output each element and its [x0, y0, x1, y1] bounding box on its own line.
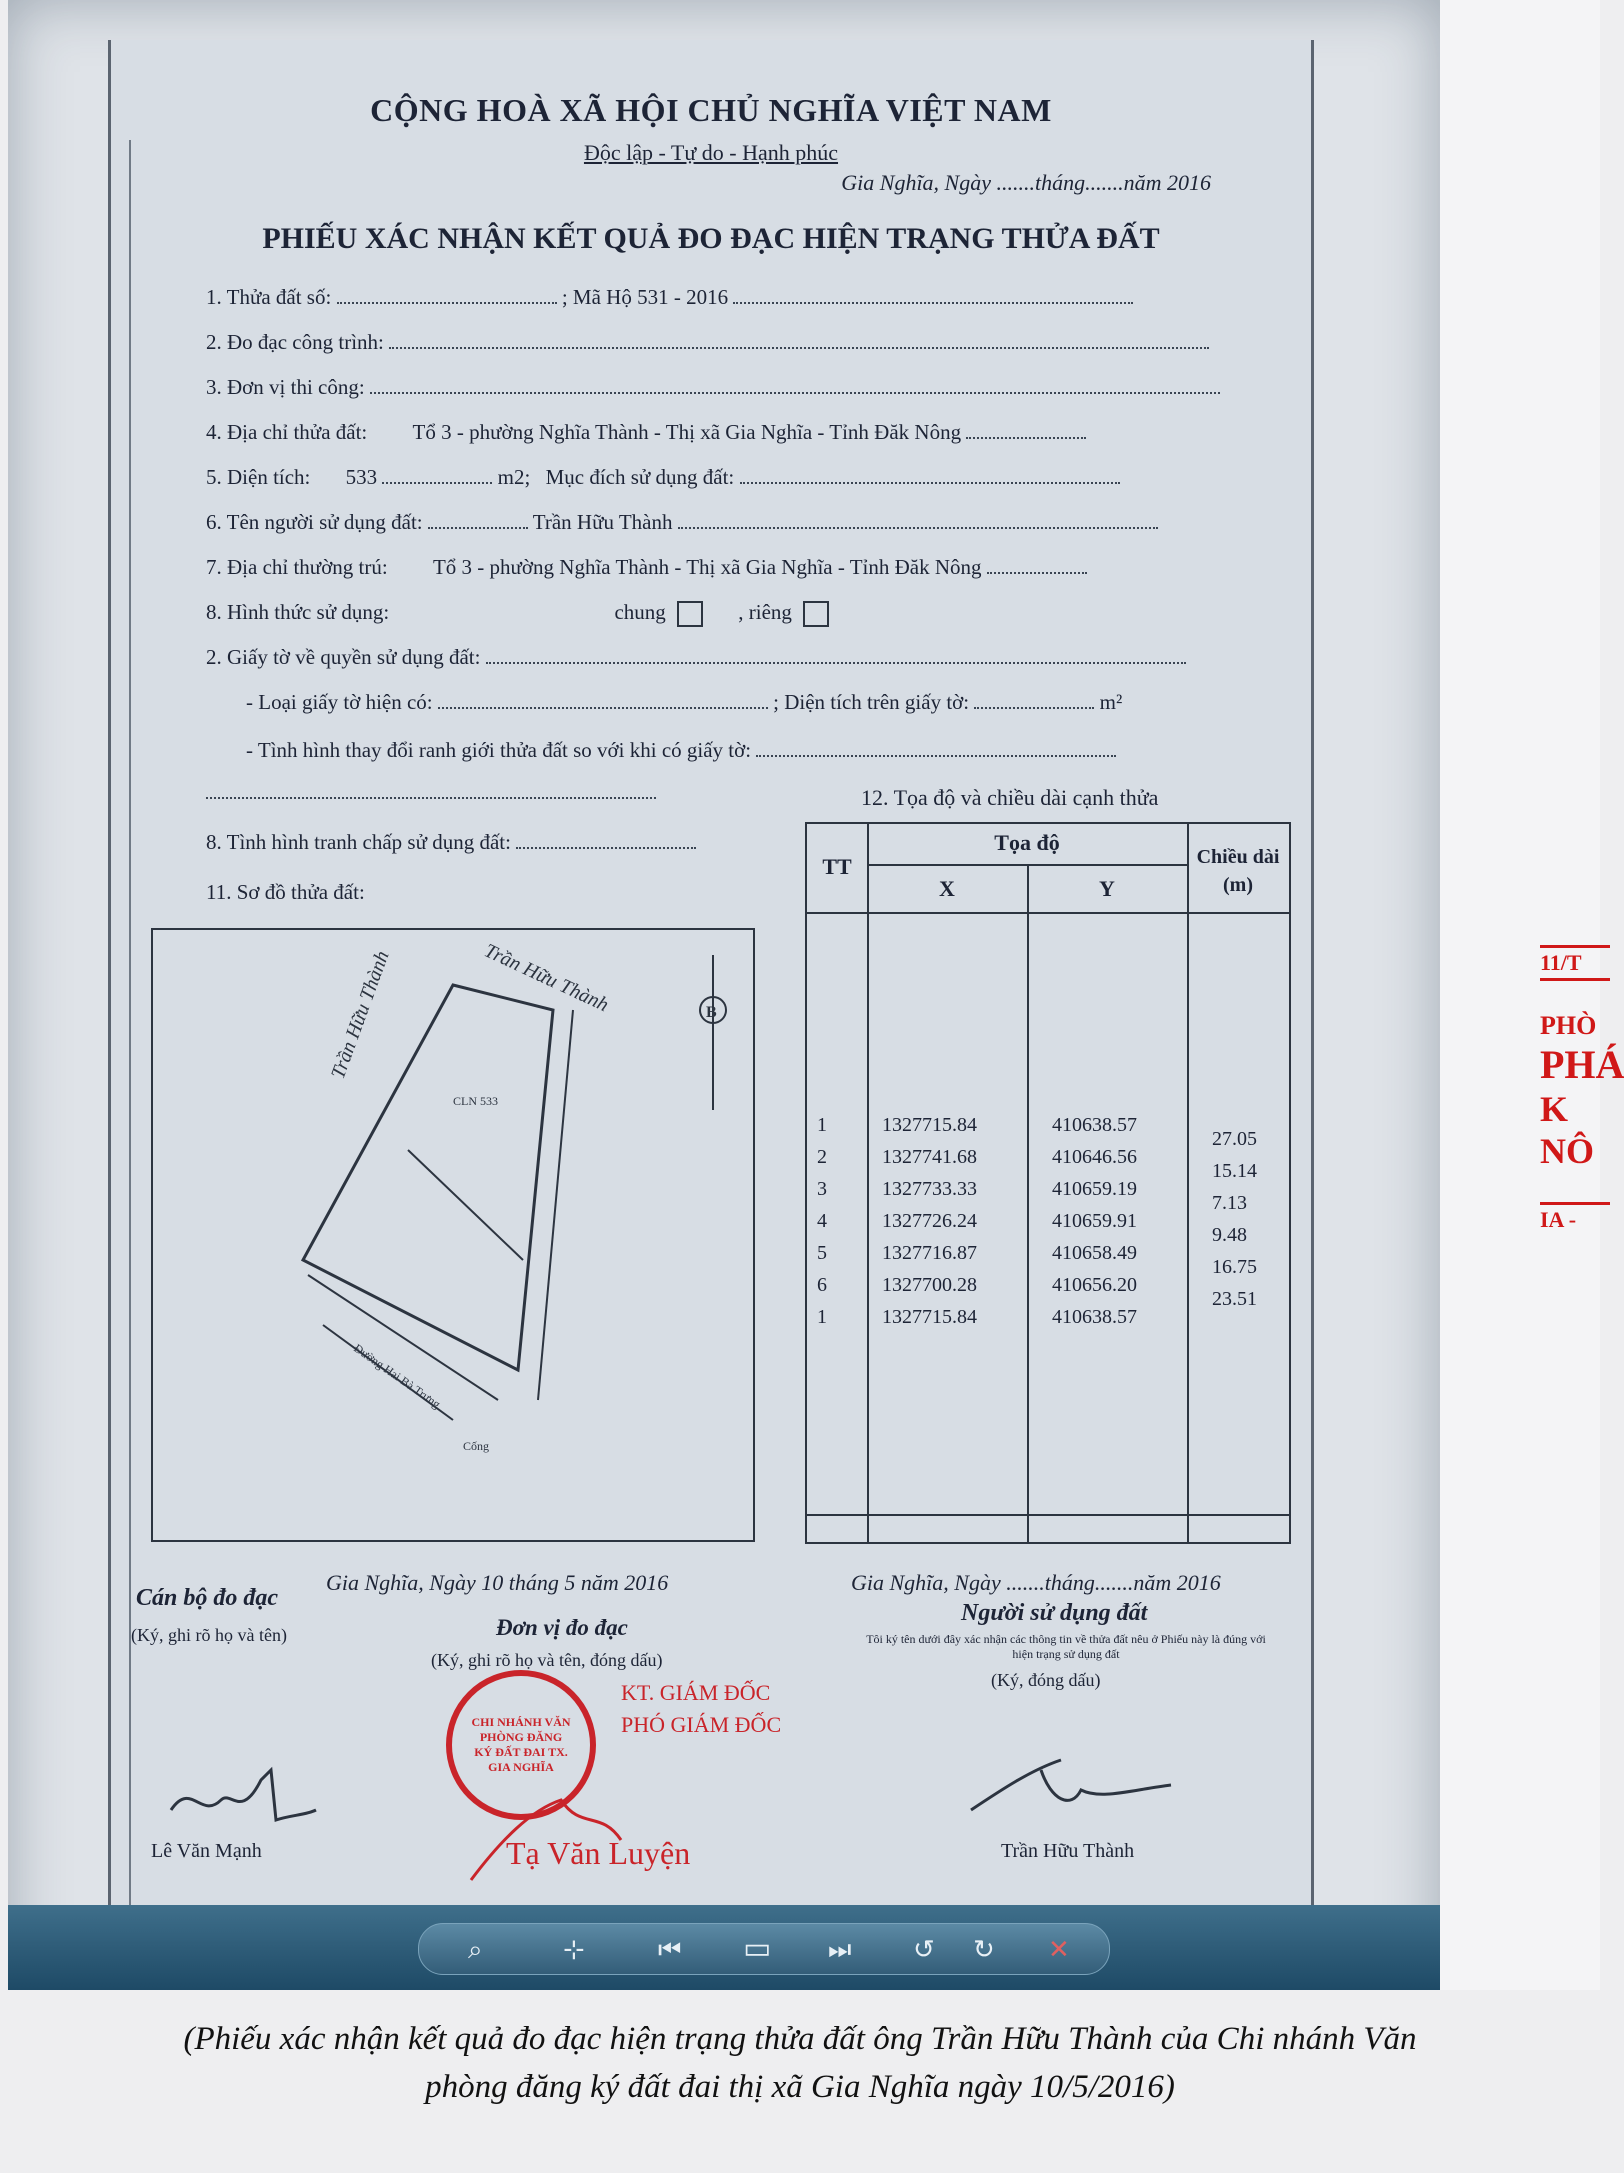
- row-x: 1327741.68: [882, 1146, 977, 1168]
- photo-viewer-toolbar: [8, 1905, 1440, 1990]
- row-y: 410659.19: [1052, 1178, 1137, 1200]
- field-dispute: [206, 830, 696, 855]
- dots: [756, 739, 1116, 757]
- header-coord: Tọa độ: [994, 830, 1060, 855]
- unit-role2: PHÓ GIÁM ĐỐC: [621, 1712, 782, 1737]
- row-x: 1327715.84: [882, 1114, 977, 1136]
- parcel-sketch-box: [151, 928, 755, 1542]
- side-stamp-line4: K NÔ: [1540, 1089, 1594, 1171]
- dots: [740, 466, 1120, 484]
- dots: [987, 556, 1087, 574]
- header-rule: [807, 912, 1289, 914]
- label: 8. Hình thức sử dụng:: [206, 600, 390, 624]
- value: Trần Hữu Thành: [532, 510, 673, 534]
- prev-icon[interactable]: ⏮: [658, 1935, 682, 1965]
- dots: [428, 511, 528, 529]
- parcel-sketch: [153, 930, 753, 1540]
- coord-table: [805, 822, 1291, 1544]
- margin-rule: [129, 140, 131, 1920]
- row-length: 15.14: [1212, 1160, 1257, 1182]
- field-boundary-change: [246, 738, 1116, 763]
- seal-text: CHI NHÁNH VĂN PHÒNG ĐĂNG KÝ ĐẤT ĐAI TX. GIA NGHĨA: [471, 1715, 571, 1774]
- dots: [370, 376, 1220, 394]
- culvert-label: Cống: [463, 1439, 490, 1453]
- row-tt: 1: [817, 1306, 827, 1328]
- col-divider-2: [1027, 864, 1029, 1542]
- field-contractor: [206, 375, 1220, 400]
- owner-note2: (Ký, đóng dấu): [991, 1670, 1101, 1690]
- header-length-unit: (m): [1223, 874, 1253, 896]
- dots: [382, 466, 492, 484]
- field-residence: [206, 555, 1087, 580]
- unit-signature: [451, 1770, 691, 1890]
- dots: [733, 286, 1133, 304]
- value: 533: [345, 465, 378, 489]
- label: - Tình hình thay đổi ranh giới thửa đất so với khi có giấy tờ:: [246, 738, 752, 762]
- field-paper-type: [246, 690, 1122, 715]
- row-x: 1327716.87: [882, 1242, 977, 1264]
- col-divider-1: [867, 824, 869, 1542]
- unit-role1: KT. GIÁM ĐỐC: [621, 1680, 771, 1705]
- label: ; Mã Hộ: [561, 285, 632, 309]
- field-sketch-label: [206, 880, 365, 905]
- label: ; Diện tích trên giấy tờ:: [773, 690, 970, 714]
- side-stamp-line1: 11/T: [1540, 945, 1610, 981]
- dots: [974, 691, 1094, 709]
- north-label: B: [706, 1004, 717, 1021]
- parcel-division: [408, 1150, 523, 1260]
- option-shared: chung: [614, 600, 666, 624]
- caption-line1: (Phiếu xác nhận kết quả đo đạc hiện trạng thửa đất ông Trần Hữu Thành của Chi nhánh Văn: [183, 2021, 1417, 2057]
- coord-header-rule: [867, 864, 1187, 866]
- header-x: X: [939, 876, 955, 901]
- value: 531 - 2016: [637, 285, 729, 309]
- dots: [389, 331, 1209, 349]
- fit-icon[interactable]: ⊹: [563, 1935, 585, 1965]
- surveyor-title: Cán bộ đo đạc: [136, 1585, 279, 1611]
- field-land-papers: [206, 645, 1186, 670]
- row-x: 1327715.84: [882, 1306, 977, 1328]
- date-right: Gia Nghĩa, Ngày .......tháng.......năm 2016: [851, 1570, 1221, 1595]
- rotate-right-icon[interactable]: ↻: [973, 1935, 995, 1965]
- field-parcel-number: [206, 285, 1133, 310]
- footer-rule: [807, 1514, 1289, 1516]
- dots: [206, 781, 656, 799]
- field-usage-form: [206, 600, 829, 627]
- value: Tổ 3 - phường Nghĩa Thành - Thị xã Gia Nghĩa - Tỉnh Đăk Nông: [412, 420, 962, 444]
- row-x: 1327700.28: [882, 1274, 977, 1296]
- dots: [337, 286, 557, 304]
- label: 2. Giấy tờ về quyền sử dụng đất:: [206, 645, 481, 669]
- side-stamp-line2: PHÒ: [1540, 1011, 1597, 1040]
- field-area: [206, 465, 1120, 490]
- dots: [438, 691, 768, 709]
- dots: [486, 646, 1186, 664]
- side-stamp-line5: IA -: [1540, 1202, 1610, 1233]
- document-title: PHIẾU XÁC NHẬN KẾT QUẢ ĐO ĐẠC HIỆN TRẠNG THỬA ĐẤT: [262, 222, 1160, 255]
- slideshow-icon[interactable]: ▭: [743, 1931, 772, 1966]
- next-icon[interactable]: ⏭: [828, 1935, 852, 1965]
- dots: [966, 421, 1086, 439]
- field-parcel-address: [206, 420, 1086, 445]
- unit-title: Đơn vị đo đạc: [496, 1615, 628, 1640]
- header-length: Chiều dài: [1196, 846, 1280, 868]
- row-y: 410638.57: [1052, 1306, 1137, 1328]
- unit: m²: [1099, 690, 1123, 714]
- ditch-line: [538, 1010, 573, 1400]
- owner-title: Người sử dụng đất: [961, 1600, 1148, 1626]
- rotate-left-icon[interactable]: ↺: [913, 1935, 935, 1965]
- owner-note: Tôi ký tên dưới đây xác nhận các thông tin về thửa đất nêu ở Phiếu này là đúng với hiện trạng sử dụng đất: [866, 1632, 1266, 1661]
- col-divider-3: [1187, 824, 1189, 1542]
- coord-table-caption: 12. Tọa độ và chiều dài cạnh thửa: [861, 785, 1159, 810]
- row-tt: 4: [817, 1210, 827, 1232]
- row-y: 410638.57: [1052, 1114, 1137, 1136]
- photo-caption: [0, 2015, 1600, 2111]
- label: 7. Địa chỉ thường trú:: [206, 555, 388, 579]
- checkbox-shared[interactable]: [677, 601, 703, 627]
- row-length: 9.48: [1212, 1224, 1247, 1246]
- option-private: , riêng: [738, 600, 792, 624]
- label: 1. Thửa đất số:: [206, 285, 332, 309]
- surveyor-signature: [161, 1760, 321, 1840]
- delete-icon[interactable]: ✕: [1048, 1935, 1070, 1965]
- neighbor-label-top: Trần Hữu Thành: [480, 939, 612, 1017]
- surveyor-note: (Ký, ghi rõ họ và tên): [131, 1625, 287, 1645]
- row-y: 410656.20: [1052, 1274, 1137, 1296]
- label: 8. Tình hình tranh chấp sử dụng đất:: [206, 830, 511, 854]
- dots: [516, 831, 696, 849]
- caption-line2: phòng đăng ký đất đai thị xã Gia Nghĩa ngày 10/5/2016): [425, 2069, 1175, 2105]
- field-owner-name: [206, 510, 1158, 535]
- road-label: Đường Hai Bà Trưng: [351, 1340, 444, 1412]
- label: 2. Đo đạc công trình:: [206, 330, 384, 354]
- row-y: 410658.49: [1052, 1242, 1137, 1264]
- unit-note: (Ký, ghi rõ họ và tên, đóng dấu): [431, 1650, 663, 1670]
- field-survey-work: [206, 330, 1209, 355]
- row-tt: 6: [817, 1274, 827, 1296]
- row-tt: 3: [817, 1178, 827, 1200]
- zoom-icon[interactable]: ⌕: [468, 1935, 483, 1965]
- header-tt: TT: [822, 854, 852, 879]
- row-length: 27.05: [1212, 1128, 1257, 1150]
- checkbox-private[interactable]: [803, 601, 829, 627]
- row-length: 23.51: [1212, 1288, 1257, 1310]
- row-tt: 2: [817, 1146, 827, 1168]
- survey-document: [108, 40, 1314, 1940]
- row-y: 410659.91: [1052, 1210, 1137, 1232]
- value: Tổ 3 - phường Nghĩa Thành - Thị xã Gia Nghĩa - Tỉnh Đăk Nông: [432, 555, 982, 579]
- nation-motto: Độc lập - Tự do - Hạnh phúc: [583, 140, 839, 165]
- dots: [678, 511, 1158, 529]
- row-length: 16.75: [1212, 1256, 1257, 1278]
- label: 4. Địa chỉ thửa đất:: [206, 420, 368, 444]
- row-x: 1327726.24: [882, 1210, 977, 1232]
- unit: m2;: [497, 465, 531, 489]
- dotted-separator: [206, 780, 656, 805]
- surveyor-name: Lê Văn Mạnh: [151, 1840, 262, 1862]
- date-top: Gia Nghĩa, Ngày .......tháng.......năm 2016: [841, 170, 1211, 195]
- owner-signature: [961, 1730, 1181, 1840]
- label: - Loại giấy tờ hiện có:: [246, 690, 433, 714]
- side-red-stamp: [1540, 945, 1624, 1285]
- side-stamp-line3: PHÁ: [1540, 1042, 1624, 1087]
- label: 3. Đơn vị thi công:: [206, 375, 365, 399]
- unit-name: Tạ Văn Luyện: [506, 1835, 691, 1871]
- label: 5. Diện tích:: [206, 465, 311, 489]
- row-x: 1327733.33: [882, 1178, 977, 1200]
- row-length: 7.13: [1212, 1192, 1247, 1214]
- label: 11. Sơ đồ thửa đất:: [206, 880, 365, 904]
- header-y: Y: [1099, 876, 1115, 901]
- parcel-label: CLN 533: [453, 1094, 498, 1108]
- date-mid: Gia Nghĩa, Ngày 10 tháng 5 năm 2016: [326, 1570, 669, 1595]
- neighbor-label-left: Trần Hữu Thành: [327, 948, 394, 1082]
- owner-name: Trần Hữu Thành: [1001, 1840, 1135, 1862]
- row-tt: 1: [817, 1114, 827, 1136]
- nation-title: CỘNG HOÀ XÃ HỘI CHỦ NGHĨA VIỆT NAM: [370, 92, 1052, 128]
- label: 6. Tên người sử dụng đất:: [206, 510, 423, 534]
- row-y: 410646.56: [1052, 1146, 1137, 1168]
- row-tt: 5: [817, 1242, 827, 1264]
- label: Mục đích sử dụng đất:: [545, 465, 735, 489]
